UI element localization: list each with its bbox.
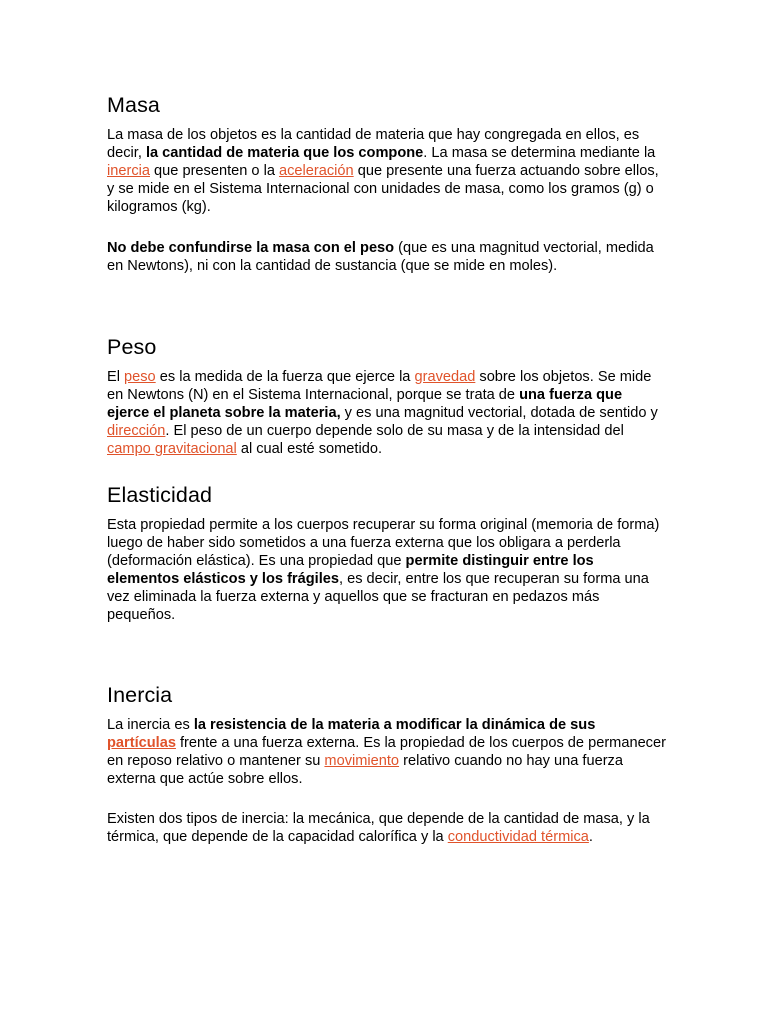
link-conductividad-termica[interactable]: conductividad térmica (447, 829, 589, 845)
heading-masa: Masa (107, 93, 160, 117)
heading-peso: Peso (107, 335, 157, 359)
section-peso (107, 334, 667, 458)
paragraph-peso-1: El peso es la medida de la fuerza que ejerce la gravedad sobre los objetos. Se mide en Newtons (N) en el Sistema Internacional, porque se trata de una fuerza que ejerce el planeta sobre la materia, y es una magnitud vectorial, dotada de sentido y dirección. El peso de un cuerpo depende solo de su masa y de la intensidad del campo gravitacional al cual esté sometido. (107, 369, 658, 457)
paragraph-elasticidad-1: Esta propiedad permite a los cuerpos recuperar su forma original (memoria de forma) luego de haber sido sometidos a una fuerza externa que los obligara a perderla (deformación elástica). Es una propiedad que permite distinguir entre los elementos elásticos y los frágiles, es decir, entre los que recuperan su forma una vez eliminada la fuerza externa y aquellos que se fracturan en pedazos más pequeños. (107, 517, 660, 623)
link-aceleracion[interactable]: aceleración (279, 163, 354, 179)
link-campo-gravitacional[interactable]: campo gravitacional (107, 441, 237, 457)
paragraph-inercia-1: La inercia es la resistencia de la materia a modificar la dinámica de sus partículas frente a una fuerza externa. Es la propiedad de los cuerpos de permanecer en reposo relativo o mantener su movimiento relativo cuando no hay una fuerza externa que actúe sobre ellos. (107, 717, 666, 787)
link-direccion[interactable]: dirección (107, 423, 166, 439)
link-inercia[interactable]: inercia (107, 163, 150, 179)
section-inercia (107, 682, 667, 846)
paragraph-inercia-2: Existen dos tipos de inercia: la mecánica, que depende de la cantidad de masa, y la térmica, que depende de la capacidad calorífica y la conductividad térmica. (107, 811, 650, 845)
link-gravedad[interactable]: gravedad (414, 369, 476, 385)
link-movimiento[interactable]: movimiento (324, 753, 400, 769)
heading-inercia: Inercia (107, 683, 173, 707)
paragraph-masa-1: La masa de los objetos es la cantidad de materia que hay congregada en ellos, es decir, la cantidad de materia que los compone. La masa se determina mediante la inercia que presenten o la aceleración que presente una fuerza actuando sobre ellos, y se mide en el Sistema Internacional con unidades de masa, como los gramos (g) o kilogramos (kg). (107, 127, 659, 215)
link-peso[interactable]: peso (124, 369, 156, 385)
section-masa (107, 92, 667, 275)
link-particulas[interactable]: partículas (107, 735, 176, 751)
section-elasticidad (107, 482, 667, 624)
paragraph-masa-2: No debe confundirse la masa con el peso (que es una magnitud vectorial, medida en Newtons), ni con la cantidad de sustancia (que se mide en moles). (107, 240, 654, 274)
heading-elasticidad: Elasticidad (107, 483, 213, 507)
